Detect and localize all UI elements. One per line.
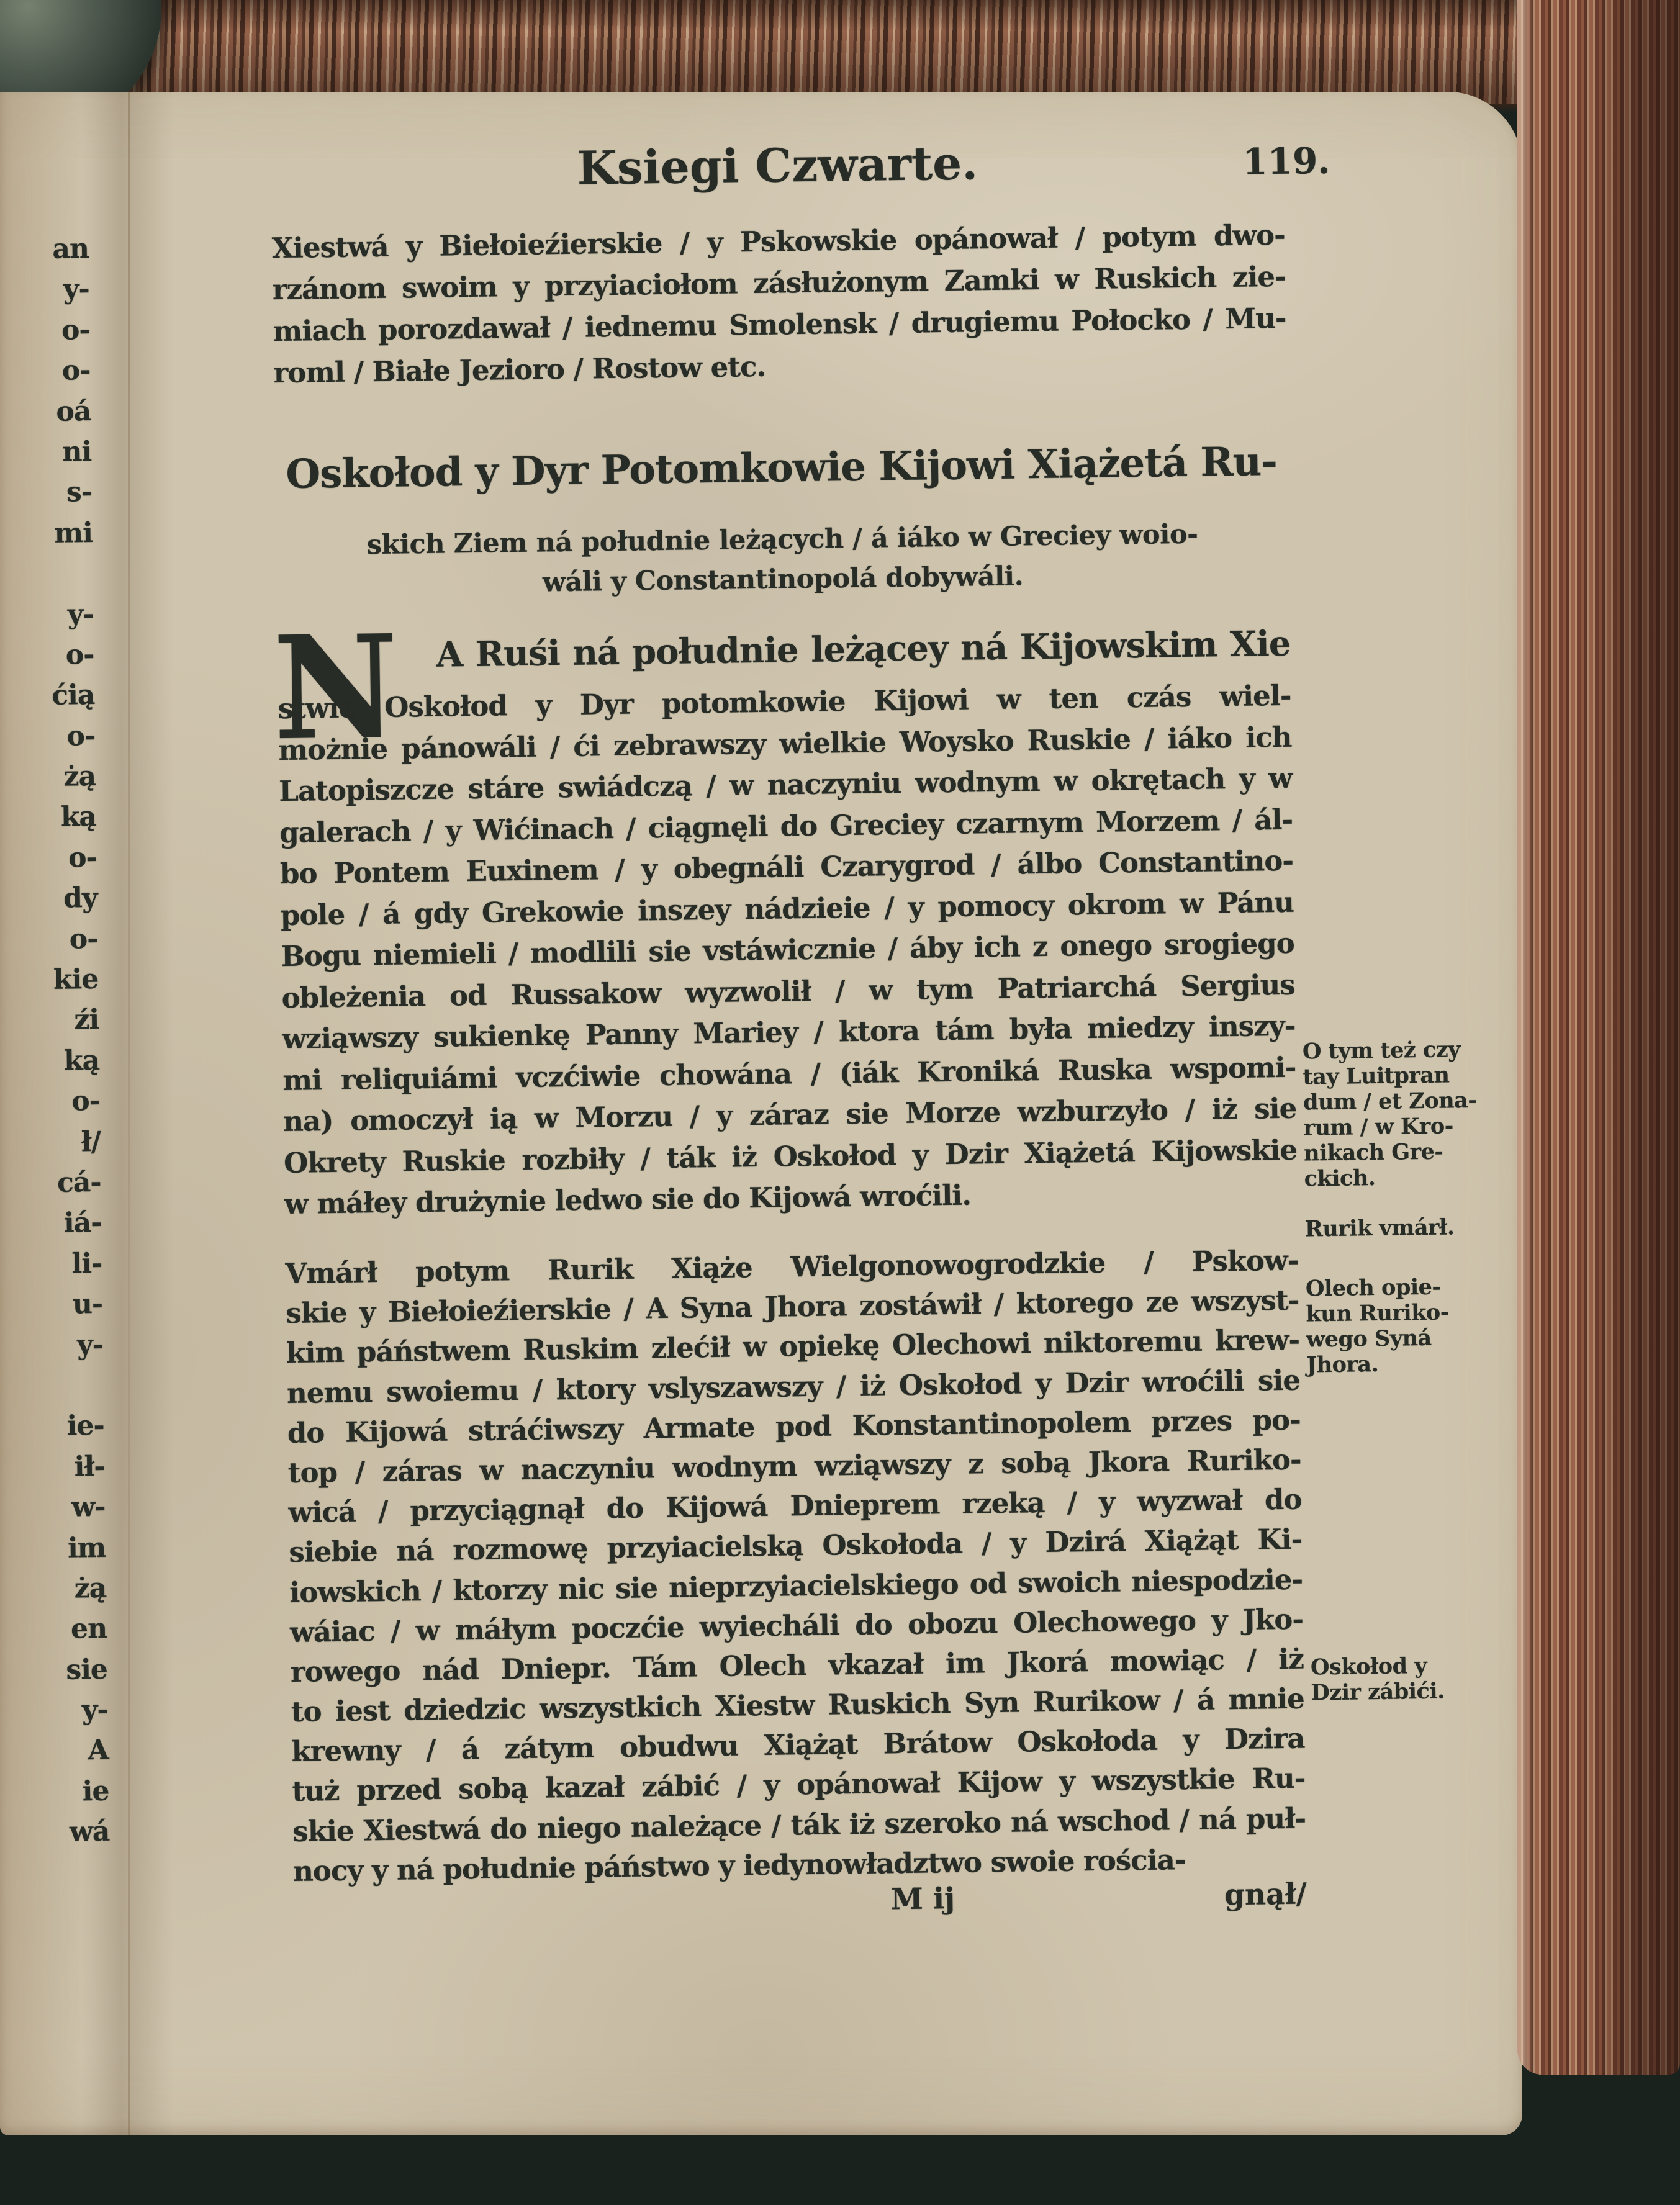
catchword: gnął/ [1224, 1877, 1307, 1913]
text-fragment: im [67, 1531, 106, 1564]
margin-note-line: Jhora. [1306, 1351, 1379, 1378]
paragraph-continuation [272, 219, 1287, 398]
text-fragment: y- [81, 1693, 109, 1726]
text-fragment: o- [68, 841, 97, 874]
margin-note-oskolod-dzir-killed [1311, 1652, 1524, 1705]
text-line: skie y Biełoieźierskie / A Syna Jhora zostáwił / ktorego ze wszyst- [286, 1283, 1299, 1330]
text-fragment: w- [71, 1490, 106, 1523]
text-line: galerach / y Wićinach / ciągnęli do Greciey czarnym Morzem / ál- [279, 803, 1293, 849]
margin-note-line: Olech opie- [1305, 1274, 1441, 1302]
text-line: wáiac / w máłym poczćie wyiecháli do obozu Olechowego y Jko- [289, 1602, 1304, 1649]
text-line: iowskich / ktorzy nic sie nieprzyiacielskiego od swoich niespodzie- [289, 1562, 1303, 1609]
text-fragment: mi [54, 516, 93, 549]
text-fragment: oá [56, 395, 91, 428]
section-heading-line3: wáli y Constantinopolá dobywáli. [542, 561, 1024, 598]
section-heading-line2: skich Ziem ná południe leżących / á iáko w Greciey woio- [366, 518, 1198, 561]
text-line: Okrety Ruskie rozbiły / ták iż Oskołod y Dzir Xiążetá Kijowskie [283, 1133, 1298, 1179]
text-line: możnie pánowáli / ći zebrawszy wielkie Woysko Ruskie / iáko ich [278, 720, 1292, 767]
margin-note-line: Dzir zábići. [1311, 1678, 1445, 1706]
running-head: Ksiegi Czwarte. [577, 137, 978, 196]
text-fragment: iá- [63, 1207, 102, 1240]
text-fragment: o- [61, 354, 91, 387]
text-line: pole / á gdy Grekowie inszey nádzieie / y pomocy okrom w Pánu [280, 885, 1294, 932]
text-line: skie Xiestwá do niego należące / ták iż szeroko ná wschod / ná puł- [292, 1801, 1306, 1848]
text-line: Xiestwá y Biełoieźierskie / y Pskowskie opánował / potym dwo- [271, 218, 1286, 265]
text-line: Latopiszcze stáre swiádczą / w naczyniu wodnym w okrętach y w [279, 761, 1293, 808]
text-fragment: o- [61, 313, 90, 346]
text-fragment: an [52, 233, 89, 265]
text-line: bo Pontem Euxinem / y obegnáli Czarygrod / álbo Constantino- [279, 844, 1294, 891]
section-heading-line1: Oskołod y Dyr Potomkowie Kijowi Xiążetá Ru- [286, 438, 1278, 498]
margin-note-rurik-died [1304, 1214, 1517, 1242]
text-fragment: wá [69, 1816, 110, 1848]
margin-note-line: Rurik vmárł. [1304, 1214, 1455, 1242]
margin-note-sources [1303, 1036, 1517, 1191]
text-line: nemu swoiemu / ktory vslyszawszy / iż Oskołod y Dzir wroćili sie [286, 1363, 1301, 1410]
facing-page-text-fragments [0, 233, 110, 1858]
text-line: Bogu niemieli / modlili sie vstáwicznie / áby ich z onego srogiego [281, 926, 1295, 973]
text-fragment: dy [63, 882, 97, 914]
text-fragment: o- [69, 922, 98, 955]
text-line: siebie ná rozmowę przyiacielską Oskołoda / y Dzirá Xiążąt Ki- [289, 1522, 1303, 1569]
paragraph-first-line-large: A Ruśi ná południe leżącey ná Kijowskim Xie [436, 623, 1291, 675]
text-fragment: kie [53, 963, 99, 996]
text-fragment: y- [67, 598, 94, 631]
gathering-signature: M ij [890, 1882, 955, 1917]
text-fragment: y- [76, 1328, 104, 1361]
margin-note-line: tay Luitpran [1303, 1062, 1450, 1090]
text-fragment: o- [71, 1085, 101, 1117]
text-line: nocy y ná południe páństwo y iedynowładztwo swoie rościa- [292, 1842, 1186, 1888]
text-fragment: u- [72, 1288, 103, 1320]
margin-note-line: kun Ruriko- [1306, 1299, 1450, 1327]
margin-note-olech-guardian [1306, 1273, 1519, 1378]
text-line: Vmárł potym Rurik Xiąże Wielgonowogrodzkie / Pskow- [285, 1243, 1299, 1291]
text-fragment: ł/ [81, 1125, 101, 1158]
text-line: stwie Oskołod y Dyr potomkowie Kijowi w ten czás wiel- [278, 679, 1291, 726]
text-fragment: cá- [56, 1166, 101, 1199]
text-fragment: o- [66, 719, 96, 752]
text-fragment: sie [66, 1653, 108, 1686]
text-line: w máłey drużynie ledwo sie do Kijowá wroćili. [284, 1178, 972, 1221]
margin-note-line: ckich. [1304, 1165, 1376, 1192]
text-fragment: żą [74, 1572, 107, 1605]
text-fragment: A [88, 1734, 109, 1767]
text-line: wziąwszy sukienkę Panny Mariey / ktora tám była miedzy inszy- [282, 1009, 1296, 1056]
text-fragment: ie- [66, 1410, 105, 1442]
text-fragment: ie [82, 1775, 109, 1808]
text-line: na) omoczył ią w Morzu / y záraz sie Morze wzburzyło / iż sie [282, 1091, 1297, 1139]
text-line: mi reliquiámi vczćiwie chowána / (iák Kroniká Ruska wspomi- [282, 1050, 1296, 1097]
drop-cap-initial: N [272, 603, 400, 772]
paragraph-main [278, 679, 1298, 1229]
text-fragment: ni [62, 435, 92, 468]
text-line: wicá / przyciągnął do Kijowá Dnieprem rzeką / y wyzwał do [288, 1482, 1302, 1530]
text-line: rzánom swoim y przyiaciołom zásłużonym Zamki w Ruskich zie- [272, 259, 1286, 307]
text-fragment: źi [74, 1004, 99, 1036]
margin-note-line: nikach Gre- [1303, 1139, 1443, 1166]
margin-note-line: dum / et Zona- [1303, 1087, 1477, 1116]
text-fragment: s- [66, 476, 93, 508]
text-fragment: en [70, 1613, 107, 1645]
text-fragment: y- [63, 273, 90, 305]
text-line: miach porozdawał / iednemu Smolensk / drugiemu Połocko / Mu- [273, 301, 1286, 348]
text-fragment: ką [60, 801, 97, 834]
text-line: to iest dziedzic wszystkich Xiestw Ruskich Syn Rurikow / á mnie [291, 1682, 1304, 1729]
paragraph-second [285, 1244, 1306, 1895]
text-line: roml / Białe Jezioro / Rostow etc. [273, 349, 766, 390]
text-line: krewny / á zátym obudwu Xiążąt Brátow Oskołoda y Dzira [291, 1721, 1305, 1769]
margin-note-line: rum / w Kro- [1303, 1113, 1453, 1141]
text-fragment [0, 557, 93, 600]
text-line: top / záras w naczyniu wodnym wziąwszy z sobą Jkora Ruriko- [287, 1443, 1301, 1489]
text-fragment: li- [71, 1247, 102, 1280]
text-fragment: ką [63, 1044, 100, 1077]
text-fragment: ćią [51, 679, 95, 712]
margin-note-line: O tym też czy [1302, 1037, 1461, 1065]
text-fragment: ił- [74, 1450, 105, 1483]
text-line: tuż przed sobą kazał zábić / y opánował Kijow y wszystkie Ru- [292, 1762, 1306, 1808]
page-number: 119. [1242, 139, 1330, 183]
text-line: kim páństwem Ruskim zlećił w opiekę Olechowi niktoremu krew- [286, 1323, 1300, 1370]
margin-note-line: Oskołod y [1310, 1653, 1427, 1680]
margin-note-line: wego Syná [1306, 1325, 1432, 1353]
text-fragment: żą [63, 760, 96, 793]
text-line: rowego nád Dniepr. Tám Olech vkazał im Jkorá mowiąc / iż [290, 1642, 1304, 1689]
text-fragment: o- [65, 638, 94, 671]
text-fragment [0, 1369, 104, 1412]
text-line: obleżenia od Russakow wyzwolił / w tym Patriarchá Sergius [281, 968, 1295, 1014]
text-line: do Kijowá stráćiwszy Armate pod Konstantinopolem przes po- [287, 1403, 1301, 1450]
